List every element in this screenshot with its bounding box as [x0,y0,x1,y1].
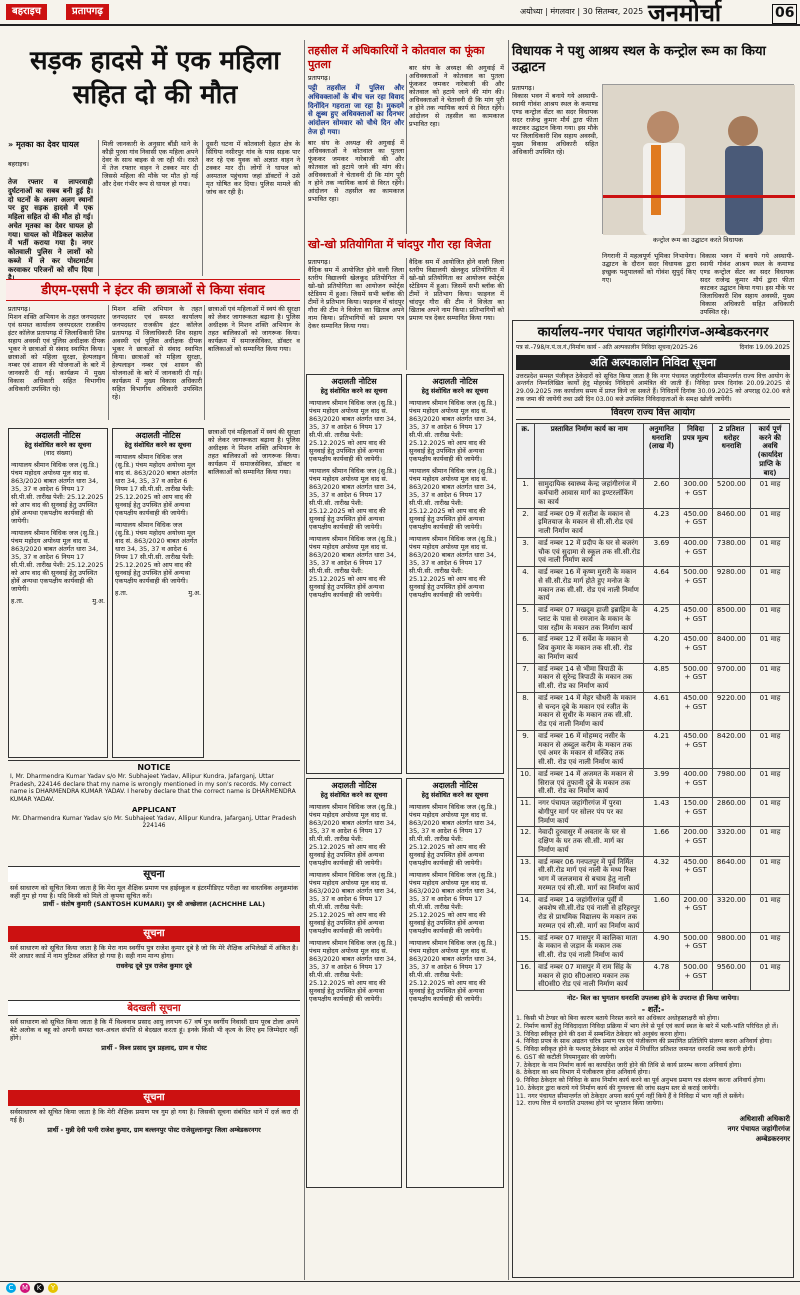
table-row [517,894,790,932]
divider [98,140,99,276]
cell-earnest-money: 8400.00 [712,634,750,663]
tender-conditions-list [516,1015,790,1108]
story-1-lead: तेज रफ्तार व लापरवाही दुर्घटनाओं का सबब बनी हुई है। दो घटनों के अलग अलग स्थानों पर हुए सड़क हादसे में एक महिला सहित दो की मौत हो गई। अचेत मृतका का देवर घायल हो गया। घायल को मेडिकल कालेज में भर्ती कराया गया है। नगर कोतवाली पुलिस ने लाशों को कब्जे में ले कर पोस्टमार्टम करवाकर परिजनों को सौंप दिया [8,178,93,274]
story-1-column-2: मिली जानकारी के अनुसार बौंडी थाने के कौड़ी पुरवा गांव निवासी एक महिला अपने देवर के साथ बाइक से जा रही थी। रास्ते में तेज रफ्तार वाहन ने टक्कर मार दी जिससे महिला की मौके पर मौत हो गई और देवर गंभीर रूप से घायल हो गया। [102,140,198,188]
column-header-earnest-money: 2 प्रतिशत धरोहर धनराशि [712,423,750,479]
cell-form-price: 200.00 + GST [679,827,712,856]
cell-form-price: 400.00 + GST [679,768,712,797]
cell-work-name: नेवादी दुरवासुर में अवतार के घर से दक्षिण के घर तक सी.सी. मार्ग का निर्माण कार्य [535,827,644,856]
cell-serial: 12. [517,827,535,856]
legal-notice-middle [112,428,204,758]
cell-estimated-amount: 1.43 [644,798,679,827]
cell-earnest-money: 7980.00 [712,768,750,797]
tender-table-body [517,479,790,991]
masthead-logo: जनमोर्चा [648,0,722,27]
notice-body: न्यायालय श्रीमान विधिक जज (सु.डि.) पंचम महोदय अयोध्या मूल वाद सं. 863/2020 बाबत अंतर्गत धारा 34, 35, 37 व आदेश 6 नियम 17 सी.पी.सी. तारीख पेशी: 25.12.2025 को आप वाद की सुनवाई हेतु उपस्थित होवें अन्यथा एकपक्षीय कार्यवाही की जायेगी। [409,803,497,867]
tender-conditions-title: - शर्तें:- [641,1005,665,1015]
column-header-serial: क्र. [517,423,535,479]
cell-estimated-amount: 4.64 [644,567,679,605]
column-header-completion-period: कार्य पूर्ण करने की अवधि (कार्यादेश प्राप्ति के बाद) [751,423,790,479]
story-2-dateline: प्रतापगढ़। [8,305,31,313]
tender-notice [512,320,794,1278]
story-1-column-3: दूसरी घटना में कोतवाली देहात क्षेत्र के सिंघिया नसीरपुर गांव के पास सड़क पार कर रहे एक युवक को अज्ञात वाहन ने टक्कर मार दी। लोगों ने घायल को अस्पताल पहुंचाया जहां डॉक्टरों ने उसे मृत घोषित कर दिया। पुलिस मामले की जांच कर रही है। [206,140,300,196]
suchna-3-body: सर्वसाधारण को सूचित किया जाता है कि मेरी शैक्षिक प्रमाण पत्र गुम हो गया है। जिसकी सूचना संबंधित थाने में दर्ज करा दी गई है। [10,1108,298,1124]
condition-item: 10. ठेकेदार द्वारा कराये गये निर्माण कार्य की गुणवत्ता की जांच सक्षम स्तर से कराई जायेगी। [516,1084,719,1092]
tender-table-heading: विवरण राज्य वित्त आयोग [516,407,790,420]
notice-body-repeat: न्यायालय श्रीमान विधिक जज (सु.डि.) पंचम महोदय अयोध्या मूल वाद सं. 863/2020 बाबत अंतर्गत धारा 34, 35, 37 व आदेश 6 नियम 17 सी.पी.सी. तारीख पेशी: 25.12.2025 को आप वाद की सुनवाई हेतु उपस्थित होवें अन्यथा एकपक्षीय कार्यवाही की जायेगी। [11,529,104,593]
story-4-photo [602,84,794,234]
suchna-1-body: सर्व साधारण को सूचित किया जाता है कि मेरा मूल शैक्षिक प्रमाण पत्र हाईस्कूल व इंटरमीडिएट परीक्षा का वास्तविक अनुक्रमांक कहीं गुम हो गया है। यदि किसी को मिले तो कृपया सूचित करें। [10,884,298,900]
table-row [517,692,790,730]
story-4-photo-caption: कन्ट्रोल रूम का उद्घाटन करते विधायक [652,236,744,244]
cell-serial: 5. [517,605,535,634]
cell-estimated-amount: 4.23 [644,508,679,537]
cell-serial: 3. [517,537,535,566]
table-row [517,479,790,508]
condition-item: 4. निविदा प्रपत्र के साथ अद्यतन चरित्र प्रमाण पत्र एवं पंजीकरण की प्रमाणित प्रतिलिपि संलग्न करना अनिवार्य होगा। [516,1038,772,1046]
notice-date: ह.ता. [115,589,128,597]
cell-form-price: 500.00 + GST [679,567,712,605]
story-3-body: बार संघ के अध्यक्ष की अगुवाई में अधिवक्ताओं ने कोतवाल का पुतला फूंककर जमकर नारेबाजी की और कोतवाल को हटाये जाने की मांग की। अधिवक्ताओं ने चेतावनी दी कि मांग पूरी न होने तक न्यायिक कार्य से विरत रहेंगे। आंदोलन से तहसील का कामकाज प्रभावित रहा। [308,138,404,203]
condition-item: 3. निविदा स्वीकृत होने की दशा में सम्बन्धित ठेकेदार को अनुबंध करना होगा। [516,1030,687,1038]
notice-body-repeat: न्यायालय श्रीमान विधिक जज (सु.डि.) पंचम महोदय अयोध्या मूल वाद सं. 863/2020 बाबत अंतर्गत धारा 34, 35, 37 व आदेश 6 नियम 17 सी.पी.सी. तारीख पेशी: 25.12.2025 को आप वाद की सुनवाई हेतु उपस्थित होवें अन्यथा एकपक्षीय कार्यवाही की जायेगी। [409,467,497,531]
story-5-column-1 [308,258,404,370]
english-notice-title: NOTICE [137,763,171,772]
cell-earnest-money: 3320.00 [712,894,750,932]
story-1-headline-line-1: सड़क हादसे में एक महिला [30,46,280,76]
cell-earnest-money: 3320.00 [712,827,750,856]
cell-completion-period: 01 माह [751,605,790,634]
cell-work-name: वार्ड नम्बर 14 में मेहर चौधरी के मकान से चन्दन दूबे के मकान एवं रजीत के मकान से सुधीर के मकान तक सी.सी. रोड एवं नाली निर्माण कार्य [535,692,644,730]
cell-serial: 16. [517,961,535,990]
notice-title: अदालती नोटिस [35,431,81,440]
story-4-dateline: प्रतापगढ़। [512,84,535,92]
condition-item: 9. निविदा ठेकेदार को निविदा के साथ निर्माण कार्य करने का पूर्व अनुभव प्रमाण पत्र संलग्न करना अनिवार्य होगा। [516,1077,766,1085]
cell-serial: 10. [517,768,535,797]
cell-form-price: 500.00 + GST [679,961,712,990]
notice-title: अदालती नोटिस [331,781,377,790]
table-row [517,827,790,856]
cell-serial: 8. [517,692,535,730]
suchna-3 [10,1108,298,1148]
cell-form-price: 300.00 + GST [679,479,712,508]
notice-subtitle-2: (वाद संख्या) [43,449,73,457]
suchna-2-body: सर्व साधारण को सूचित किया जाता है कि मेरा नाम स्वर्गीय पुत्र राजेश कुमार दूबे है जो कि मेरे शैक्षिक अभिलेखों में अंकित है। मेरे आधार कार्ड में नाम त्रुटिवश अंकित हो गया है। सही नाम मान्य होगा। [10,944,298,960]
tender-table-header-row [517,423,790,479]
cell-serial: 15. [517,932,535,961]
table-row [517,798,790,827]
cell-estimated-amount: 4.90 [644,932,679,961]
divider [406,258,407,370]
condition-item: 7. ठेकेदार के नाम निर्माण कार्य का कार्यादेश जारी होने की तिथि से कार्य प्रारम्भ करना अनिवार्य होगा। [516,1061,742,1069]
page-footer [0,1281,800,1295]
condition-item: 2. निर्माण कार्यों हेतु निविदादाता निविदा प्रक्रिया में भाग लेने से पूर्व एवं कार्य स्थल के बारे में भली-भांति परिचित हो लें। [516,1022,779,1030]
story-2-column-3: छात्राओं एवं महिलाओं में स्वयं की सुरक्षा को लेकर जागरूकता बढ़ाना है। पुलिस अधीक्षक ने मिशन शक्ति अभियान के तहत बालिकाओं को जागरूक किया। कार्यक्रम में समाजसेविका, डॉक्टर व बालिकाओं को सम्मानित किया गया। [208,305,300,353]
table-row [517,768,790,797]
table-row [517,567,790,605]
story-1-headline-line-2: सहित दो की मौत [72,80,238,110]
story-4-column-2: निगरानी में महत्वपूर्ण भूमिका निभायेगा। उद्घाटन के दौरान सदर विधायक द्वारा इच्छुक पशुपालकों को गोवंश सुपुर्द किए गए। [602,252,696,284]
notice-title: अदालती नोटिस [432,377,478,386]
page-header [0,0,800,26]
cell-earnest-money: 8640.00 [712,856,750,894]
cell-estimated-amount: 4.20 [644,634,679,663]
cell-serial: 9. [517,730,535,768]
cell-form-price: 200.00 + GST [679,894,712,932]
cell-form-price: 450.00 + GST [679,856,712,894]
table-row [517,961,790,990]
suchna-1-sign: प्रार्थी - संतोष कुमारी (SANTOSH KUMARI) पुत्र श्री अच्छेलाल (ACHCHHE LAL) [42,900,266,908]
english-notice-body: I, Mr. Dharmendra Kumar Yadav s/o Mr. Subhajeet Yadav, Allipur Kundra, Jafarganj, Uttar Pradesh, 224146 declare that my name is wrongly mentioned in my son's records. My correct name is DHARMENDRA KUMAR YADAV. I hereby declare that the correct name is DHARMENDRA KUMAR YADAV. [10,773,296,803]
cell-work-name: वार्ड नम्बर 14 में अजमत के मकान से सिराज एवं तुफानी दूबे के मकान तक सी.सी. रोड का निर्माण कार्य [535,768,644,797]
story-2-headline-band [6,279,300,301]
cell-earnest-money: 9560.00 [712,961,750,990]
cell-earnest-money: 9800.00 [712,932,750,961]
cell-estimated-amount: 3.69 [644,537,679,566]
suchna-1-title: सूचना [8,866,300,882]
cell-estimated-amount: 3.99 [644,768,679,797]
story-3-lead: पट्टी तहसील में पुलिस और अधिवक्ताओं के बीच चल रहा विवाद दिनोंदिन गहराता जा रहा है। मुकदमे से क्षुब्ध हुए अधिवक्ताओं का दिनभर आंदोलन सोमवार को चौथे दिन और तेज हो गया। [308,84,404,136]
notice-subtitle: हेतु संशोधित करने का सूचना [124,441,192,449]
cell-work-name: सामुदायिक स्वास्थ्य केन्द्र जहांगीरगंज में कर्मचारी आवास मार्ग का इण्टरलॉकिंग का कार्य [535,479,644,508]
story-4-column-1 [512,84,598,250]
cell-work-name: नगर पंचायत जहांगीरगंज में पुरवा बोगीपुर मार्ग पर सोलर पंप पर का निर्माण कार्य [535,798,644,827]
cell-completion-period: 01 माह [751,537,790,566]
english-notice-sign: Mr. Dharmendra Kumar Yadav s/o Mr. Subhajeet Yadav, Allipur Kundra, Jafarganj, Uttar Pradesh 224146 [11,814,297,830]
notice-sign: मु.अ. [188,589,201,597]
cell-earnest-money: 2860.00 [712,798,750,827]
cell-completion-period: 01 माह [751,663,790,692]
divider [406,74,407,234]
inauguration-photo-illustration [603,85,795,235]
notice-date: ह.ता. [11,597,24,605]
cell-completion-period: 01 माह [751,961,790,990]
cell-completion-period: 01 माह [751,932,790,961]
bedakhli-title: बेदखली सूचना [8,1000,300,1016]
suchna-3-sign: प्रार्थी - मुन्नी देवी पत्नी राजेश कुमार, ग्राम बल्लनपुर पोस्ट राजेसुल्तानपुर जिला अम्बेडकरनगर [47,1126,261,1134]
signature-district: अम्बेडकरनगर [755,1135,790,1144]
cell-work-name: वार्ड नम्बर 07 मासपुर में राम सिंह के मकान से हा0 सी0आर0 मकान तक सी0सी0 रोड एवं नाली निर्माण कार्य [535,961,644,990]
legal-notice-lower-right [406,778,504,1188]
cell-earnest-money: 5200.00 [712,479,750,508]
cell-form-price: 450.00 + GST [679,730,712,768]
story-5-dateline: प्रतापगढ़। [308,258,331,266]
cell-serial: 1. [517,479,535,508]
cell-estimated-amount: 1.60 [644,894,679,932]
notice-body-repeat: न्यायालय श्रीमान विधिक जज (सु.डि.) पंचम महोदय अयोध्या मूल वाद सं. 863/2020 बाबत अंतर्गत धारा 34, 35, 37 व आदेश 6 नियम 17 सी.पी.सी. तारीख पेशी: 25.12.2025 को आप वाद की सुनवाई हेतु उपस्थित होवें अन्यथा एकपक्षीय कार्यवाही की जायेगी। [409,871,497,935]
bedakhli-sign: प्रार्थी - विश्व प्रसाद पुत्र प्रहलाद, ग्राम व पोस्ट [101,1044,207,1052]
registration-mark-black: K [34,1283,44,1293]
column-header-work-name: प्रस्तावित निर्माण कार्य का नाम [535,423,644,479]
story-4-body: विकास भवन में बनाये गये अस्थायी-स्थायी गोवंश आश्रय स्थल के कमाण्ड एण्ड कन्ट्रोल सेंटर का सदर विधायक सदर राजेन्द्र कुमार मौर्य द्वारा फीता काटकर उद्घाटन किया गया। इस मौके पर जिलाधिकारी शिव सहाय अवस्थी, मुख्य विकास अधिकारी सहित अधिकारी उपस्थित रहे। [512,92,598,156]
cell-serial: 7. [517,663,535,692]
story-1-dateline: बहराइच। [8,160,29,168]
story-2-column-2: मिशन शक्ति अभियान के तहत जनपदस्तर एवं समस्त कार्यालय जनपदस्तर राजकीय इंटर कॉलेज प्रतापगढ़ में जिलाधिकारी शिव सहाय अवस्थी एवं पुलिस अधीक्षक दीपक भूकर ने छात्राओं से संवाद स्थापित किया। छात्राओं को महिला सुरक्षा, हेल्पलाइन नम्बर एवं शासन की योजनाओं के बारे में जानकारी दी गई। कार्यक्रम में मुख्य विकास अधिकारी सहित विभागीय अधिकारी उपस्थित रहे। [112,305,202,401]
legal-notice-center-right [406,374,504,774]
story-2-column-1 [8,305,105,420]
story-3-column-2: बार संघ के अध्यक्ष की अगुवाई में अधिवक्ताओं ने कोतवाल का पुतला फूंककर जमकर नारेबाजी की और कोतवाल को हटाये जाने की मांग की। अधिवक्ताओं ने चेतावनी दी कि मांग पूरी न होने तक न्यायिक कार्य से विरत रहेंगे। आंदोलन से तहसील का कामकाज प्रभावित रहा। [409,64,504,128]
cell-earnest-money: 8420.00 [712,730,750,768]
cell-form-price: 150.00 + GST [679,798,712,827]
english-notice-applicant: APPLICANT [132,806,176,814]
suchna-2-sign: राधवेन्द्र दूबे पुत्र राजेश कुमार दूबे [116,962,192,970]
tender-office-title: कार्यालय-नगर पंचायत जहांगीरगंज-अम्बेडकरनगर [516,324,790,342]
notice-title: अदालती नोटिस [135,431,181,440]
registration-mark-magenta: M [21,1284,29,1292]
story-4-column-3: विकास भवन में बनाये गये अस्थायी-स्थायी गोवंश आश्रय स्थल के कमाण्ड एण्ड कन्ट्रोल सेंटर का सदर विधायक सदर राजेन्द्र कुमार मौर्य द्वारा फीता काटकर उद्घाटन किया गया। इस मौके पर जिलाधिकारी शिव सहाय अवस्थी, मुख्य विकास अधिकारी सहित अधिकारी उपस्थित रहे। [700,252,794,316]
tender-reference-date: दिनांक 19.09.2025 [739,344,790,351]
cell-form-price: 450.00 + GST [679,634,712,663]
story-1-subhead: » मृतका का देवर घायल [8,140,79,149]
cell-form-price: 450.00 + GST [679,692,712,730]
story-4-headline: विधायक ने पशु आश्रय स्थल के कन्ट्रोल रूम का किया उद्घाटन [512,44,766,75]
notice-body-repeat: न्यायालय श्रीमान विधिक जज (सु.डि.) पंचम महोदय अयोध्या मूल वाद सं. 863/2020 बाबत अंतर्गत धारा 34, 35, 37 व आदेश 6 नियम 17 सी.पी.सी. तारीख पेशी: 25.12.2025 को आप वाद की सुनवाई हेतु उपस्थित होवें अन्यथा एकपक्षीय कार्यवाही की जायेगी। [409,535,497,599]
signature-designation: अधिशासी अधिकारी [739,1115,790,1124]
cell-work-name: वार्ड नम्बर 09 में सतीश के मकान से इमितयाज के मकान से सी.सी.रोड एवं नाली निर्माण कार्य [535,508,644,537]
cell-serial: 11. [517,798,535,827]
notice-title: अदालती नोटिस [432,781,478,790]
notice-sign: मु.अ. [92,597,105,605]
tender-signature [516,1114,790,1144]
cell-form-price: 450.00 + GST [679,508,712,537]
column-divider [304,40,305,1280]
bedakhli-notice [10,1018,298,1086]
tender-note: नोट- बिल का भुगतान धनराशि उपलब्ध होने के उपरान्त ही किया जायेगा। [567,994,739,1002]
notice-subtitle: हेतु संशोधित करने का सूचना [421,387,489,395]
notice-body: न्यायालय श्रीमान विधिक जज (सु.डि.) पंचम महोदय अयोध्या मूल वाद सं. 863/2020 बाबत अंतर्गत धारा 34, 35, 37 व आदेश 6 नियम 17 सी.पी.सी. तारीख पेशी: 25.12.2025 को आप वाद की सुनवाई हेतु उपस्थित होवें अन्यथा एकपक्षीय कार्यवाही की जायेगी। [309,399,397,463]
cell-completion-period: 01 माह [751,479,790,508]
suchna-2-title: सूचना [8,926,300,942]
condition-item: 6. GST की कटौती नियमानुसार की जायेगी। [516,1053,617,1061]
cell-work-name: वार्ड नम्बर 07 मखदूम हाजी इब्राहिम के प्लाट के पास से रमजान के मकान के पास रहीम के मकान तक निर्माण कार्य [535,605,644,634]
story-1-column-1 [8,160,93,275]
table-row [517,537,790,566]
cell-earnest-money: 8500.00 [712,605,750,634]
cell-form-price: 450.00 + GST [679,605,712,634]
cell-completion-period: 01 माह [751,768,790,797]
cell-serial: 2. [517,508,535,537]
legal-notice-center-left [306,374,402,774]
cell-estimated-amount: 4.85 [644,663,679,692]
column-header-form-price: निविदा प्रपत्र मूल्य [679,423,712,479]
divider [204,305,205,420]
header-dateline: अयोध्या | मंगलवार | 30 सितम्बर, 2025 [520,7,644,16]
legal-notice-left [8,428,108,758]
cell-earnest-money: 9700.00 [712,663,750,692]
cell-completion-period: 01 माह [751,634,790,663]
notice-body-repeat: न्यायालय श्रीमान विधिक जज (सु.डि.) पंचम महोदय अयोध्या मूल वाद सं. 863/2020 बाबत अंतर्गत धारा 34, 35, 37 व आदेश 6 नियम 17 सी.पी.सी. तारीख पेशी: 25.12.2025 को आप वाद की सुनवाई हेतु उपस्थित होवें अन्यथा एकपक्षीय कार्यवाही की जायेगी। [409,939,497,1003]
cell-serial: 6. [517,634,535,663]
cell-work-name: वार्ड नम्बर 16 में मोहम्मद नसीर के मकान से अब्दुल करीम के मकान तक एवं अमर के मकान से मस्जिद तक सी.सी. रोड एवं नाली निर्माण कार्य [535,730,644,768]
notice-body: न्यायालय श्रीमान विधिक जज (सु.डि.) पंचम महोदय अयोध्या मूल वाद सं. 863/2020 बाबत अंतर्गत धारा 34, 35, 37 व आदेश 6 नियम 17 सी.पी.सी. तारीख पेशी: 25.12.2025 को आप वाद की सुनवाई हेतु उपस्थित होवें अन्यथा एकपक्षीय कार्यवाही की जायेगी। [309,803,397,867]
column-divider [508,40,509,1280]
cell-completion-period: 01 माह [751,798,790,827]
cell-work-name: वार्ड नम्बर 07 मासपुर में कालिका माता के मकान से जड़ान के मकान तक सी.सी. रोड एवं नाली निर्माण कार्य [535,932,644,961]
cell-work-name: वार्ड नम्बर 16 में कृष्ण मुरारी के मकान से सी.सी.रोड मार्ग होते हुए मनोज के मकान तक सी.सी. रोड एवं नाली निर्माण कार्य [535,567,644,605]
column-header-estimated-amount: अनुमानित धनराशि (लाख में) [644,423,679,479]
english-notice [8,760,300,865]
cell-completion-period: 01 माह [751,894,790,932]
notice-body-repeat: न्यायालय श्रीमान विधिक जज (सु.डि.) पंचम महोदय अयोध्या मूल वाद सं. 863/2020 बाबत अंतर्गत धारा 34, 35, 37 व आदेश 6 नियम 17 सी.पी.सी. तारीख पेशी: 25.12.2025 को आप वाद की सुनवाई हेतु उपस्थित होवें अन्यथा एकपक्षीय कार्यवाही की जायेगी। [309,535,397,599]
cell-completion-period: 01 माह [751,692,790,730]
story-1-subhead-text: मृतका का देवर घायल [15,140,79,149]
story-3-column-1 [308,74,404,234]
table-row [517,730,790,768]
table-row [517,634,790,663]
section-label-pratapgarh: प्रतापगढ़ [66,4,109,20]
cell-work-name: वार्ड नम्बर 12 में सर्वेश के मकान से शिव कुमार के मकान तक सी.सी. रोड का निर्माण कार्य [535,634,644,663]
notice-body: न्यायालय श्रीमान विधिक जज (सु.डि.) पंचम महोदय अयोध्या मूल वाद सं. 863/2020 बाबत अंतर्गत धारा 34, 35, 37 व आदेश 6 नियम 17 सी.पी.सी. तारीख पेशी: 25.12.2025 को आप वाद की सुनवाई हेतु उपस्थित होवें अन्यथा एकपक्षीय कार्यवाही की जायेगी। [409,399,497,463]
story-1-headline [10,44,300,112]
condition-item: 5. निविदा स्वीकृत होने के पश्चात् ठेकेदार को आदेश में निर्धारित प्रतिशत जमानत धनराशि जमा करनी होगी। [516,1046,756,1054]
cell-serial: 4. [517,567,535,605]
tender-intro: उत्तरप्रदेश समस्त पंजीकृत ठेकेदारों को सूचित किया जाता है कि नगर पंचायत जहांगीरगंज सीमान्तर्गत राज्य वित्त आयोग के अन्तर्गत निम्नलिखित कार्यों हेतु मोहरबंद निविदायें आमंत्रित की जाती हैं। निविदा प्रपत्र दिनांक 20.09.2025 से 29.09.2025 तक कार्यालय समय में प्राप्त किये जा सकते हैं। निविदायें दिनांक 30.09.2025 को अपराह्न 02.00 बजे तक जमा की जायेंगी तथा उसी दिन 03.00 बजे उपस्थित निविदादाताओं के समक्ष खोली जायेंगी। [516,372,790,403]
story-5-headline: खो-खो प्रतियोगिता में चांदपुर गौरा रहा विजेता [308,238,491,251]
cell-completion-period: 01 माह [751,508,790,537]
table-row [517,932,790,961]
divider [202,140,203,276]
cell-completion-period: 01 माह [751,856,790,894]
suchna-3-title: सूचना [8,1090,300,1106]
story-3-dateline: प्रतापगढ़। [308,74,331,82]
table-row [517,508,790,537]
story-5-body: वैदिक सम में आयोजित होने वाली जिला स्तरीय विद्यालयी खेलकूद प्रतियोगिता में खो-खो प्रतियोगिता का आयोजन स्पोर्ट्स स्टेडियम में हुआ। जिसमें सभी ब्लॉक की टीमों ने प्रतिभाग किया। फाइनल में चांदपुर गौरा की टीम ने विजेता का खिताब अपने नाम किया। प्रतिभागियों को प्रमाण पत्र देकर सम्मानित किया गया। [308,266,404,330]
cell-estimated-amount: 1.66 [644,827,679,856]
notice-body-repeat: न्यायालय श्रीमान विधिक जज (सु.डि.) पंचम महोदय अयोध्या मूल वाद सं. 863/2020 बाबत अंतर्गत धारा 34, 35, 37 व आदेश 6 नियम 17 सी.पी.सी. तारीख पेशी: 25.12.2025 को आप वाद की सुनवाई हेतु उपस्थित होवें अन्यथा एकपक्षीय कार्यवाही की जायेगी। [115,521,198,585]
table-row [517,663,790,692]
condition-item: 1. किसी भी टेण्डर को बिना कारण बताये निरस्त करने का अधिकार अधोहस्ताक्षरी को होगा। [516,1015,720,1023]
divider [108,305,109,420]
cell-earnest-money: 9280.00 [712,567,750,605]
story-2-body: मिशन शक्ति अभियान के तहत जनपदस्तर एवं समस्त कार्यालय जनपदस्तर राजकीय इंटर कॉलेज प्रतापगढ़ में जिलाधिकारी शिव सहाय अवस्थी एवं पुलिस अधीक्षक दीपक भूकर ने छात्राओं से संवाद स्थापित किया। छात्राओं को महिला सुरक्षा, हेल्पलाइन नम्बर एवं शासन की योजनाओं के बारे में जानकारी दी गई। कार्यक्रम में मुख्य विकास अधिकारी सहित विभागीय अधिकारी उपस्थित रहे। [8,313,105,393]
cell-estimated-amount: 2.60 [644,479,679,508]
condition-item: 11. नगर पंचायत सीमान्तर्गत जो ठेकेदार अपना कार्य पूर्ण नहीं किये हैं वे निविदा में भाग नहीं ले सकेंगे। [516,1092,744,1100]
notice-body-repeat: न्यायालय श्रीमान विधिक जज (सु.डि.) पंचम महोदय अयोध्या मूल वाद सं. 863/2020 बाबत अंतर्गत धारा 34, 35, 37 व आदेश 6 नियम 17 सी.पी.सी. तारीख पेशी: 25.12.2025 को आप वाद की सुनवाई हेतु उपस्थित होवें अन्यथा एकपक्षीय कार्यवाही की जायेगी। [309,871,397,935]
notice-subtitle: हेतु संशोधित करने का सूचना [320,387,388,395]
section-label-bahraich: बहराइच [6,4,47,20]
cell-serial: 14. [517,894,535,932]
table-row [517,605,790,634]
notice-body: न्यायालय श्रीमान विधिक जज (सु.डि.) पंचम महोदय अयोध्या मूल वाद सं. 863/2020 बाबत अंतर्गत धारा 34, 35, 37 व आदेश 6 नियम 17 सी.पी.सी. तारीख पेशी: 25.12.2025 को आप वाद की सुनवाई हेतु उपस्थित होवें अन्यथा एकपक्षीय कार्यवाही की जायेगी। [11,461,104,525]
notice-subtitle: हेतु संशोधित करने का सूचना [24,441,92,449]
table-row [517,856,790,894]
cell-form-price: 500.00 + GST [679,663,712,692]
tender-reference-number: पत्र सं.-798/न.पं.ज.गं./निर्माण कार्य - अति अल्पकालीन निविदा सूचना/2025-26 [516,344,698,351]
story-5-column-2: वैदिक सम में आयोजित होने वाली जिला स्तरीय विद्यालयी खेलकूद प्रतियोगिता में खो-खो प्रतियोगिता का आयोजन स्पोर्ट्स स्टेडियम में हुआ। जिसमें सभी ब्लॉक की टीमों ने प्रतिभाग किया। फाइनल में चांदपुर गौरा की टीम ने विजेता का खिताब अपने नाम किया। प्रतिभागियों को प्रमाण पत्र देकर सम्मानित किया गया। [409,258,504,322]
cell-completion-period: 01 माह [751,730,790,768]
signature-office: नगर पंचायत जहांगीरगंज [727,1125,790,1134]
registration-mark-cyan: C [6,1283,16,1293]
notice-body-repeat: न्यायालय श्रीमान विधिक जज (सु.डि.) पंचम महोदय अयोध्या मूल वाद सं. 863/2020 बाबत अंतर्गत धारा 34, 35, 37 व आदेश 6 नियम 17 सी.पी.सी. तारीख पेशी: 25.12.2025 को आप वाद की सुनवाई हेतु उपस्थित होवें अन्यथा एकपक्षीय कार्यवाही की जायेगी। [309,467,397,531]
legal-notice-lower-left [306,778,402,1188]
cell-estimated-amount: 4.25 [644,605,679,634]
notice-body-repeat: न्यायालय श्रीमान विधिक जज (सु.डि.) पंचम महोदय अयोध्या मूल वाद सं. 863/2020 बाबत अंतर्गत धारा 34, 35, 37 व आदेश 6 नियम 17 सी.पी.सी. तारीख पेशी: 25.12.2025 को आप वाद की सुनवाई हेतु उपस्थित होवें अन्यथा एकपक्षीय कार्यवाही की जायेगी। [309,939,397,1003]
story-2-continued: छात्राओं एवं महिलाओं में स्वयं की सुरक्षा को लेकर जागरूकता बढ़ाना है। पुलिस अधीक्षक ने मिशन शक्ति अभियान के तहत बालिकाओं को जागरूक किया। कार्यक्रम में समाजसेविका, डॉक्टर व बालिकाओं को सम्मानित किया गया। [208,428,300,476]
cell-work-name: वार्ड नम्बर 14 जहांगीरगंज पूर्वी में अवशेष सी.सी.रोड एवं नाली से हरिहरपुर रोड से प्राथमिक विद्यालय के मकान तक मरम्मत एवं सी.सी. मार्ग का निर्माण कार्य [535,894,644,932]
story-2-headline: डीएम-एसपी ने इंटर की छात्राओं से किया संवाद [41,283,265,298]
suchna-1 [10,884,298,926]
notice-subtitle: हेतु संशोधित करने का सूचना [421,791,489,799]
cell-work-name: वार्ड नम्बर 12 में प्रदीप के घर से बजरंग चौक एवं सुदामा से स्कूल तक सी.सी.रोड एवं नाली निर्माण कार्य [535,537,644,566]
condition-item: 12. राज्य वित्त में धनराशि उपलब्ध होने पर भुगतान किया जायेगा। [516,1100,664,1108]
cell-estimated-amount: 4.21 [644,730,679,768]
cell-serial: 13. [517,856,535,894]
cell-form-price: 400.00 + GST [679,537,712,566]
bedakhli-body: सर्व साधारण को सूचित किया जाता है कि मैं विश्वनाथ प्रसाद आयु लगभग 67 वर्ष पुत्र स्वर्गीय निवासी ग्राम पूरब टोला अपने बेटे अलोक व बहू को अपनी समस्त चल-अचल संपत्ति से बेदखल करता हूं। इनके किसी भी कृत्य के लिए हम जिम्मेदार नहीं होंगे। [10,1018,298,1042]
cell-work-name: वार्ड नम्बर 14 से भीमा त्रिपाठी के मकान से सुरेन्द्र त्रिपाठी के मकान तक सी.सी. रोड का निर्माण कार्य [535,663,644,692]
cell-completion-period: 01 माह [751,567,790,605]
condition-item: 8. ठेकेदार का श्रम विभाग में पंजीकरण होना अनिवार्य होगा। [516,1069,651,1077]
cell-earnest-money: 9220.00 [712,692,750,730]
cell-form-price: 500.00 + GST [679,932,712,961]
cell-estimated-amount: 4.61 [644,692,679,730]
cell-estimated-amount: 4.32 [644,856,679,894]
tender-table [516,423,790,991]
cell-earnest-money: 8460.00 [712,508,750,537]
cell-work-name: वार्ड नम्बर 06 गनपतपुर में पूर्व निर्मित सी.सी.रोड मार्ग एवं नाली के मध्य रिक्त भाग में जलजमाव से बचाव हेतु नाली मरम्मत एवं सी.सी. मार्ग का निर्माण कार्य [535,856,644,894]
registration-mark-yellow: Y [48,1283,58,1293]
notice-title: अदालती नोटिस [331,377,377,386]
notice-body: न्यायालय श्रीमान विधिक जज (सु.डि.) पंचम महोदय अयोध्या मूल वाद सं. 863/2020 बाबत अंतर्गत धारा 34, 35, 37 व आदेश 6 नियम 17 सी.पी.सी. तारीख पेशी: 25.12.2025 को आप वाद की सुनवाई हेतु उपस्थित होवें अन्यथा एकपक्षीय कार्यवाही की जायेगी। [115,453,198,517]
cell-earnest-money: 7380.00 [712,537,750,566]
page-number: 06 [772,4,797,24]
suchna-2 [10,944,298,998]
story-3-headline: तहसील में अधिकारियों ने कोतवाल का फूंका पुतला [308,44,485,71]
cell-completion-period: 01 माह [751,827,790,856]
notice-subtitle: हेतु संशोधित करने का सूचना [320,791,388,799]
tender-notice-title: अति अल्पकालीन निविदा सूचना [516,355,790,370]
cell-estimated-amount: 4.78 [644,961,679,990]
